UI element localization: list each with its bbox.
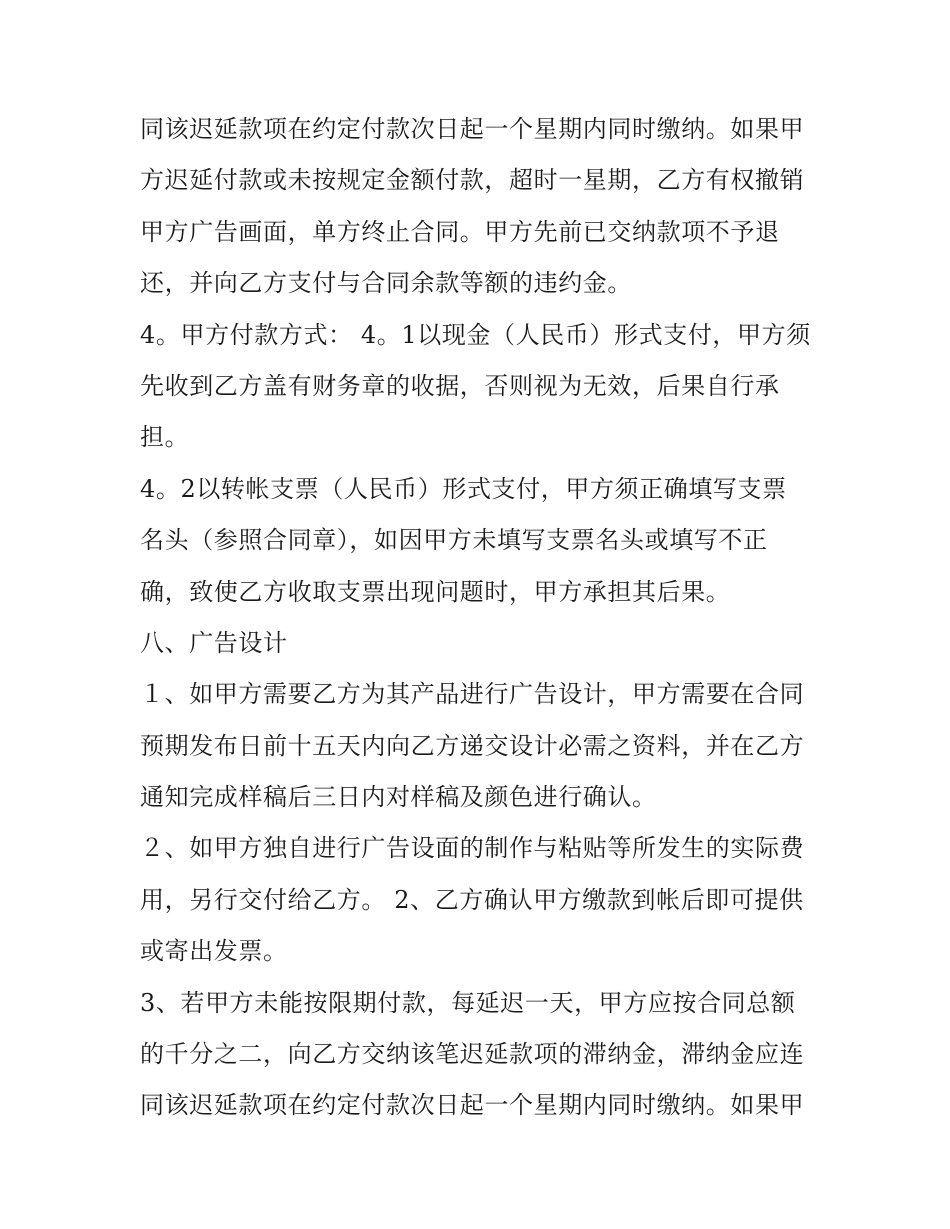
- text-line: 还，并向乙方支付与合同余款等额的违约金。: [140, 269, 632, 298]
- text-line: 3、若甲方未能按限期付款，每延迟一天，甲方应按合同总额: [140, 988, 796, 1017]
- text-line: 同该迟延款项在约定付款次日起一个星期内同时缴纳。如果甲: [140, 115, 805, 143]
- text-line: 或寄出发票。: [140, 937, 288, 966]
- text-line: 的千分之二，向乙方交纳该笔迟延款项的滞纳金，滞纳金应连: [140, 1040, 805, 1069]
- text-line: 甲方广告画面，单方终止合同。甲方先前已交纳款项不予退: [140, 217, 780, 246]
- contract-text: [140, 104, 830, 1132]
- text-line: 4。2以转帐支票（人民币）形式支付，甲方须正确填写支票: [140, 474, 787, 503]
- text-line: 4。甲方付款方式： 4。1以现金（人民币）形式支付，甲方须: [140, 320, 811, 349]
- text-line: 先收到乙方盖有财务章的收据，否则视为无效，后果自行承: [140, 371, 780, 400]
- text-line: １、如甲方需要乙方为其产品进行广告设计，甲方需要在合同: [140, 680, 805, 709]
- text-line: 确，致使乙方收取支票出现问题时，甲方承担其后果。: [140, 577, 731, 606]
- text-line: 担。: [140, 423, 190, 452]
- text-line: 用，另行交付给乙方。 2、乙方确认甲方缴款到帐后即可提供: [140, 885, 804, 914]
- text-line: 名头（参照合同章），如因甲方未填写支票名头或填写不正: [140, 526, 768, 555]
- text-line: 预期发布日前十五天内向乙方递交设计必需之资料，并在乙方: [140, 731, 805, 760]
- text-line: 方迟延付款或未按规定金额付款，超时一星期，乙方有权撤销: [140, 166, 805, 195]
- text-line: 同该迟延款项在约定付款次日起一个星期内同时缴纳。如果甲: [140, 1091, 805, 1120]
- text-line: 通知完成样稿后三日内对样稿及颜色进行确认。: [140, 783, 657, 812]
- section-heading: 八、广告设计: [140, 628, 288, 657]
- text-line: ２、如甲方独自进行广告设面的制作与粘贴等所发生的实际费: [140, 834, 805, 863]
